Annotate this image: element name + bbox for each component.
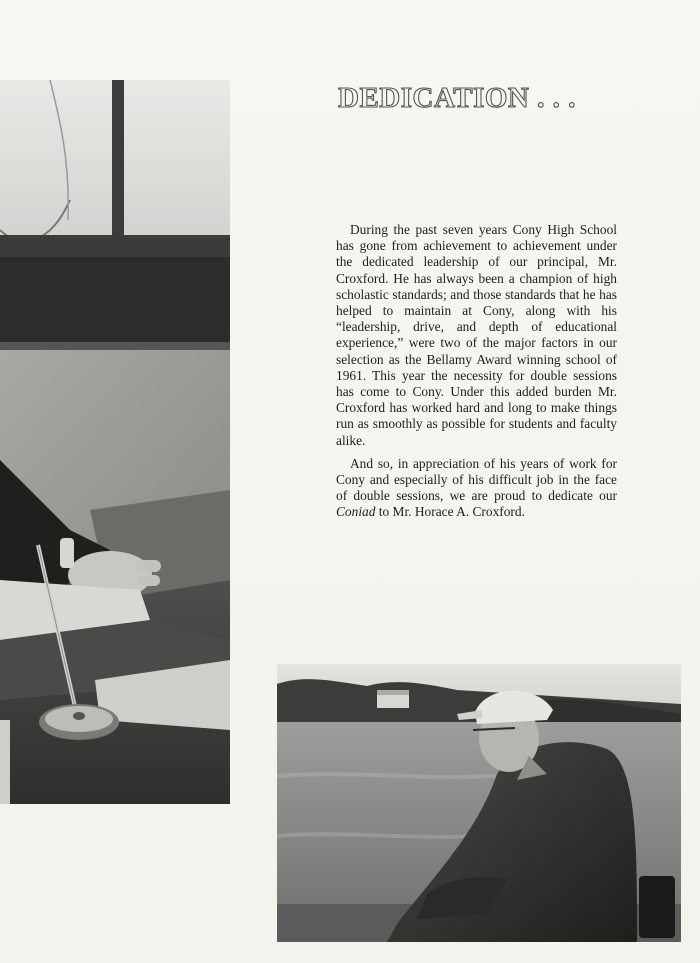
boat-photo bbox=[277, 664, 681, 942]
page-title: DEDICATION . . . bbox=[338, 82, 576, 114]
paragraph-1: During the past seven years Cony High School has gone from achievement to achievement under the dedicated leadership of our principal, Mr. Croxford. He has always been a champion of high scholastic standards; and those standards that he has helped to maintain at Cony, along with his “leadership, drive, and depth of educational experience,” were two of the major factors in our selection as the Bellamy Award winning school of 1961. This year the necessity for double sessions has come to Cony. Under this added burden Mr. Croxford has worked hard and long to make things run as smoothly as possible for students and faculty alike. bbox=[336, 222, 617, 448]
yearbook-name: Coniad bbox=[336, 504, 376, 520]
dedication-text bbox=[336, 222, 617, 528]
paragraph-2-end: to Mr. Horace A. Croxford. bbox=[375, 504, 525, 520]
paragraph-2-text: And so, in appreciation of his years of work for Cony and especially of his difficult job in the face of double sessions, we are proud to dedicate our bbox=[336, 455, 617, 504]
paragraph-2 bbox=[336, 456, 617, 521]
desk-photo bbox=[0, 80, 230, 804]
desk-photo-image bbox=[0, 80, 230, 804]
boat-photo-image bbox=[277, 664, 681, 942]
